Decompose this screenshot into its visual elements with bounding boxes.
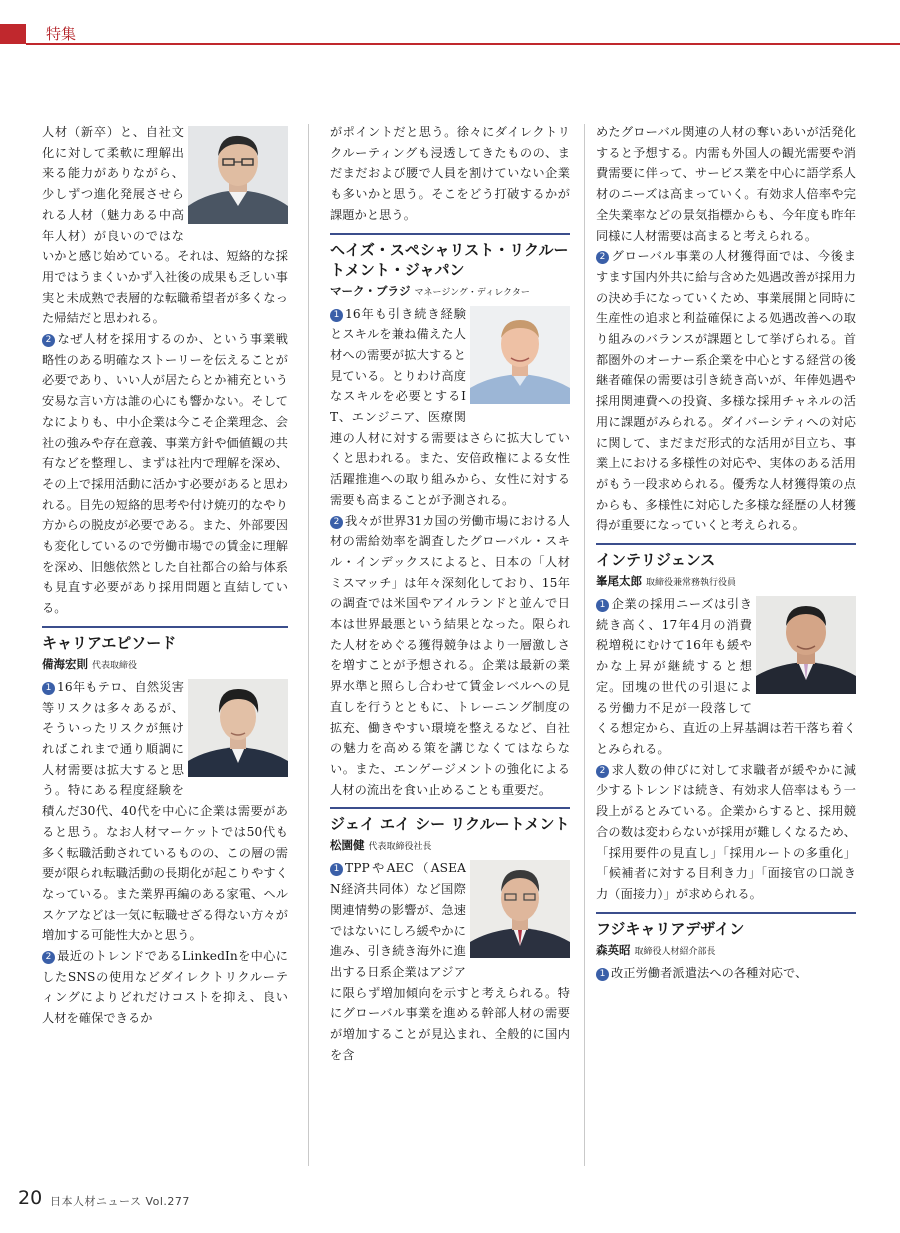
respondent <box>330 836 570 855</box>
respondent-section <box>596 543 856 905</box>
person-title: 代表取締役 <box>92 660 138 671</box>
portrait-photo <box>470 306 570 404</box>
person-title: 取締役人材紹介部長 <box>634 946 716 957</box>
page-number: 20 <box>18 1187 43 1209</box>
article-column-1 <box>42 122 288 1029</box>
answer-2 <box>330 511 570 801</box>
number-badge: 2 <box>42 951 55 964</box>
respondent-section <box>330 233 570 801</box>
section-label: 特集 <box>46 25 77 43</box>
body-text: めたグローバル関連の人材の奪いあいが活発化すると予想する。内需も外国人の観光需要や消費需要に伴って、サービス業を中心に語学系人材のニーズは高まっていく。有効求人倍率や完全失業率などの景気指標からも、今年度も昨年同様に人材需要は高まると考えられる。 <box>596 125 856 243</box>
respondent-section <box>596 912 856 984</box>
answer-text: 16年も引き続き経験とスキルを兼ね備えた人材への需要が拡大すると見ている。とりわけ高度なスキルを必要とするIT、エンジニア、医療関連の人材に対する需要はさらに拡大していくと思われる。また、安倍政権による女性活躍推進への取り組みから、女性に対する需要も高まることが予測される。 <box>330 306 570 507</box>
answer-text: グローバル事業の人材獲得面では、今後ますます国内外共に給与含めた処遇改善が採用力の決め手になっていくため、事業展開と同時に生産性の追求と利益確保による処遇改善への取り組みのバランスが課題として挙げられる。首都圏外のオーナー系企業を中心とする経営の後継者確保の需要は引き続き高いが、年俸処遇や採用関連費への投資、多様な採用チャネルの活用に課題がみられる。ダイバーシティへの対応に関して、まだまだ形式的な活用が目立ち、事業上における多様性の対応や、実体のある活用がもう一段求められる。優秀な人材獲得策の点からも、多様性に対応した多様な経歴の人材獲得が重要になっていくと考えられる。 <box>596 249 856 533</box>
person-title: 取締役兼常務執行役員 <box>646 578 737 589</box>
number-badge: 2 <box>42 334 55 347</box>
answer-text: 企業の採用ニーズは引き続き高く、17年4月の消費税増税にむけて16年も緩やかな上昇が継続すると想定。団塊の世代の引退による労働力不足が一段落してくる想定から、直近の上昇基調は若干落ち着くとみられる。 <box>596 597 856 756</box>
respondent <box>330 282 570 301</box>
person-name: 備海宏則 <box>42 656 88 671</box>
portrait-photo <box>188 126 288 224</box>
respondent-section <box>330 807 570 1065</box>
number-badge: 1 <box>596 599 609 612</box>
article-column-3 <box>596 122 856 983</box>
number-badge: 2 <box>330 516 343 529</box>
number-badge: 1 <box>330 863 343 876</box>
number-badge: 2 <box>596 765 609 778</box>
number-badge: 1 <box>42 682 55 695</box>
body-text: 人材（新卒）と、自社文化に対して柔軟に理解出来る能力がありながら、少しずつ進化発展させられる人材（魅力ある中高年人材）が良いのではないかと感じ始めている。それは、短絡的な採用ではうまくいかず入社後の成果も乏しい事実と未成熟で表層的な転職希望者が多くなった帰結だと思われる。 <box>42 125 288 326</box>
body-text: がポイントだと思う。徐々にダイレクトリクルーティングも浸透してきたものの、まだまだおよび腰で人員を割けていない企業も多いかと思う。そこをどう打破するかが課題かと思う。 <box>330 125 570 222</box>
answer-2 <box>42 329 288 619</box>
answer-text: 我々が世界31カ国の労働市場における人材の需給効率を調査したグローバル・スキル・インデックスによると、日本の「人材ミスマッチ」は年々深刻化しており、15年の調査では米国やアイルランドと並んで日本は世界最悪という結果となった。限られた人材をめぐる獲得競争はより一層激しさを増すことが予想される。企業は最新の業界水準と照らし合わせて賃金レベルへの見直しを行うとともに、トレーニング制度の拡充、働きやすい環境を整えるなど、自社の魅力を高める策を講じなくてはならない。また、エンゲージメントの強化による人材の流出を食い止めることも重要だ。 <box>330 513 570 797</box>
person-name: 峯尾太郎 <box>596 574 642 589</box>
magazine-name: 日本人材ニュース Vol.277 <box>50 1195 190 1208</box>
person-name: 松園健 <box>330 838 365 853</box>
column-divider <box>584 124 585 1166</box>
portrait-photo <box>470 860 570 958</box>
company-name: フジキャリアデザイン <box>596 919 745 938</box>
respondent-section <box>42 626 288 1029</box>
person-name: 森英昭 <box>596 942 631 957</box>
respondent <box>42 655 288 674</box>
answer-2 <box>596 760 856 905</box>
number-badge: 1 <box>596 968 609 981</box>
person-title: マネージング・ディレクター <box>414 287 530 298</box>
respondent <box>596 941 856 960</box>
column-divider <box>308 124 309 1166</box>
company-name: ヘイズ・スペシャリスト・リクルートメント・ジャパン <box>330 240 569 279</box>
answer-text: 最近のトレンドであるLinkedInを中心にしたSNSの使用などダイレクトリクルーティングによりどれだけコストを抑え、良い人材を確保できるか <box>42 949 288 1026</box>
answer-1 <box>596 963 856 984</box>
number-badge: 2 <box>596 251 609 264</box>
answer-text: 16年もテロ、自然災害等リスクは多々あるが、そういったリスクが無ければこれまで通り順調に人材需要は拡大すると思う。特にある程度経験を積んだ30代、40代を中心に企業は需要があると思う。なお人材マーケットでは50代も多く転職活動されているものの、この層の需要が限られ転職活動の長期化が起こりやすくなっている。また業界再編のある家電、ヘルスケアなどは一気に転職せざる得ない方々が増加する可能性大かと思う。 <box>42 679 288 943</box>
person-title: 代表取締役社長 <box>368 842 432 853</box>
respondent <box>596 572 856 591</box>
answer-2 <box>42 946 288 1029</box>
number-badge: 1 <box>330 309 343 322</box>
answer-text: TPPやAEC（ASEAN経済共同体）など国際関連情勢の影響が、急速ではないにしろ緩やかに進み、引き続き海外に進出する日系企業はアジアに限らず増加傾向を示すと考えられる。特にグローバル事業を進める幹部人材の需要が増加することが見込まれ、全般的に国内を含 <box>330 861 570 1062</box>
answer-text: なぜ人材を採用するのか、という事業戦略性のある明確なストーリーを伝えることが必要であり、いい人が居たらとか補充という安易な言い方は誰の心にも響かない。そしてなによりも、中小企業は今こそ企業理念、会社の強みや存在意義、事業方針や価値観の共有などを整理し、まずは社内で理解を深め、その上で採用活動に活かす必要があると思われる。目先の短絡的思考や付け焼刃的なやり方からの脱皮が必要である。また、外部要因も変化しているので労働市場での賃金に理解を深め、旧態依然とした自社都合の給与体系も見直す必要があり採用問題と直結している。 <box>42 332 288 616</box>
portrait-photo <box>188 679 288 777</box>
company-name: キャリアエピソード <box>42 633 177 652</box>
company-name: インテリジェンス <box>596 551 716 570</box>
portrait-photo <box>756 596 856 694</box>
answer-text: 求人数の伸びに対して求職者が緩やかに減少するトレンドは続き、有効求人倍率はもう一段上がるとみている。企業からすると、採用競合の数は変わらないが採用が難しくなるため、「採用要件の見直し」「採用ルートの多重化」「候補者に対する目利き力」「面接官の口説き力（面接力）」が求められる。 <box>596 762 856 901</box>
answer-2 <box>596 246 856 536</box>
company-name: ジェイ エイ シー リクルートメント <box>330 815 570 834</box>
article-column-2 <box>330 122 570 1065</box>
answer-text: 改正労働者派遣法への各種対応で、 <box>611 965 808 980</box>
person-name: マーク・ブラジ <box>330 283 411 298</box>
header-rule <box>26 43 900 45</box>
section-color-block <box>0 24 26 44</box>
